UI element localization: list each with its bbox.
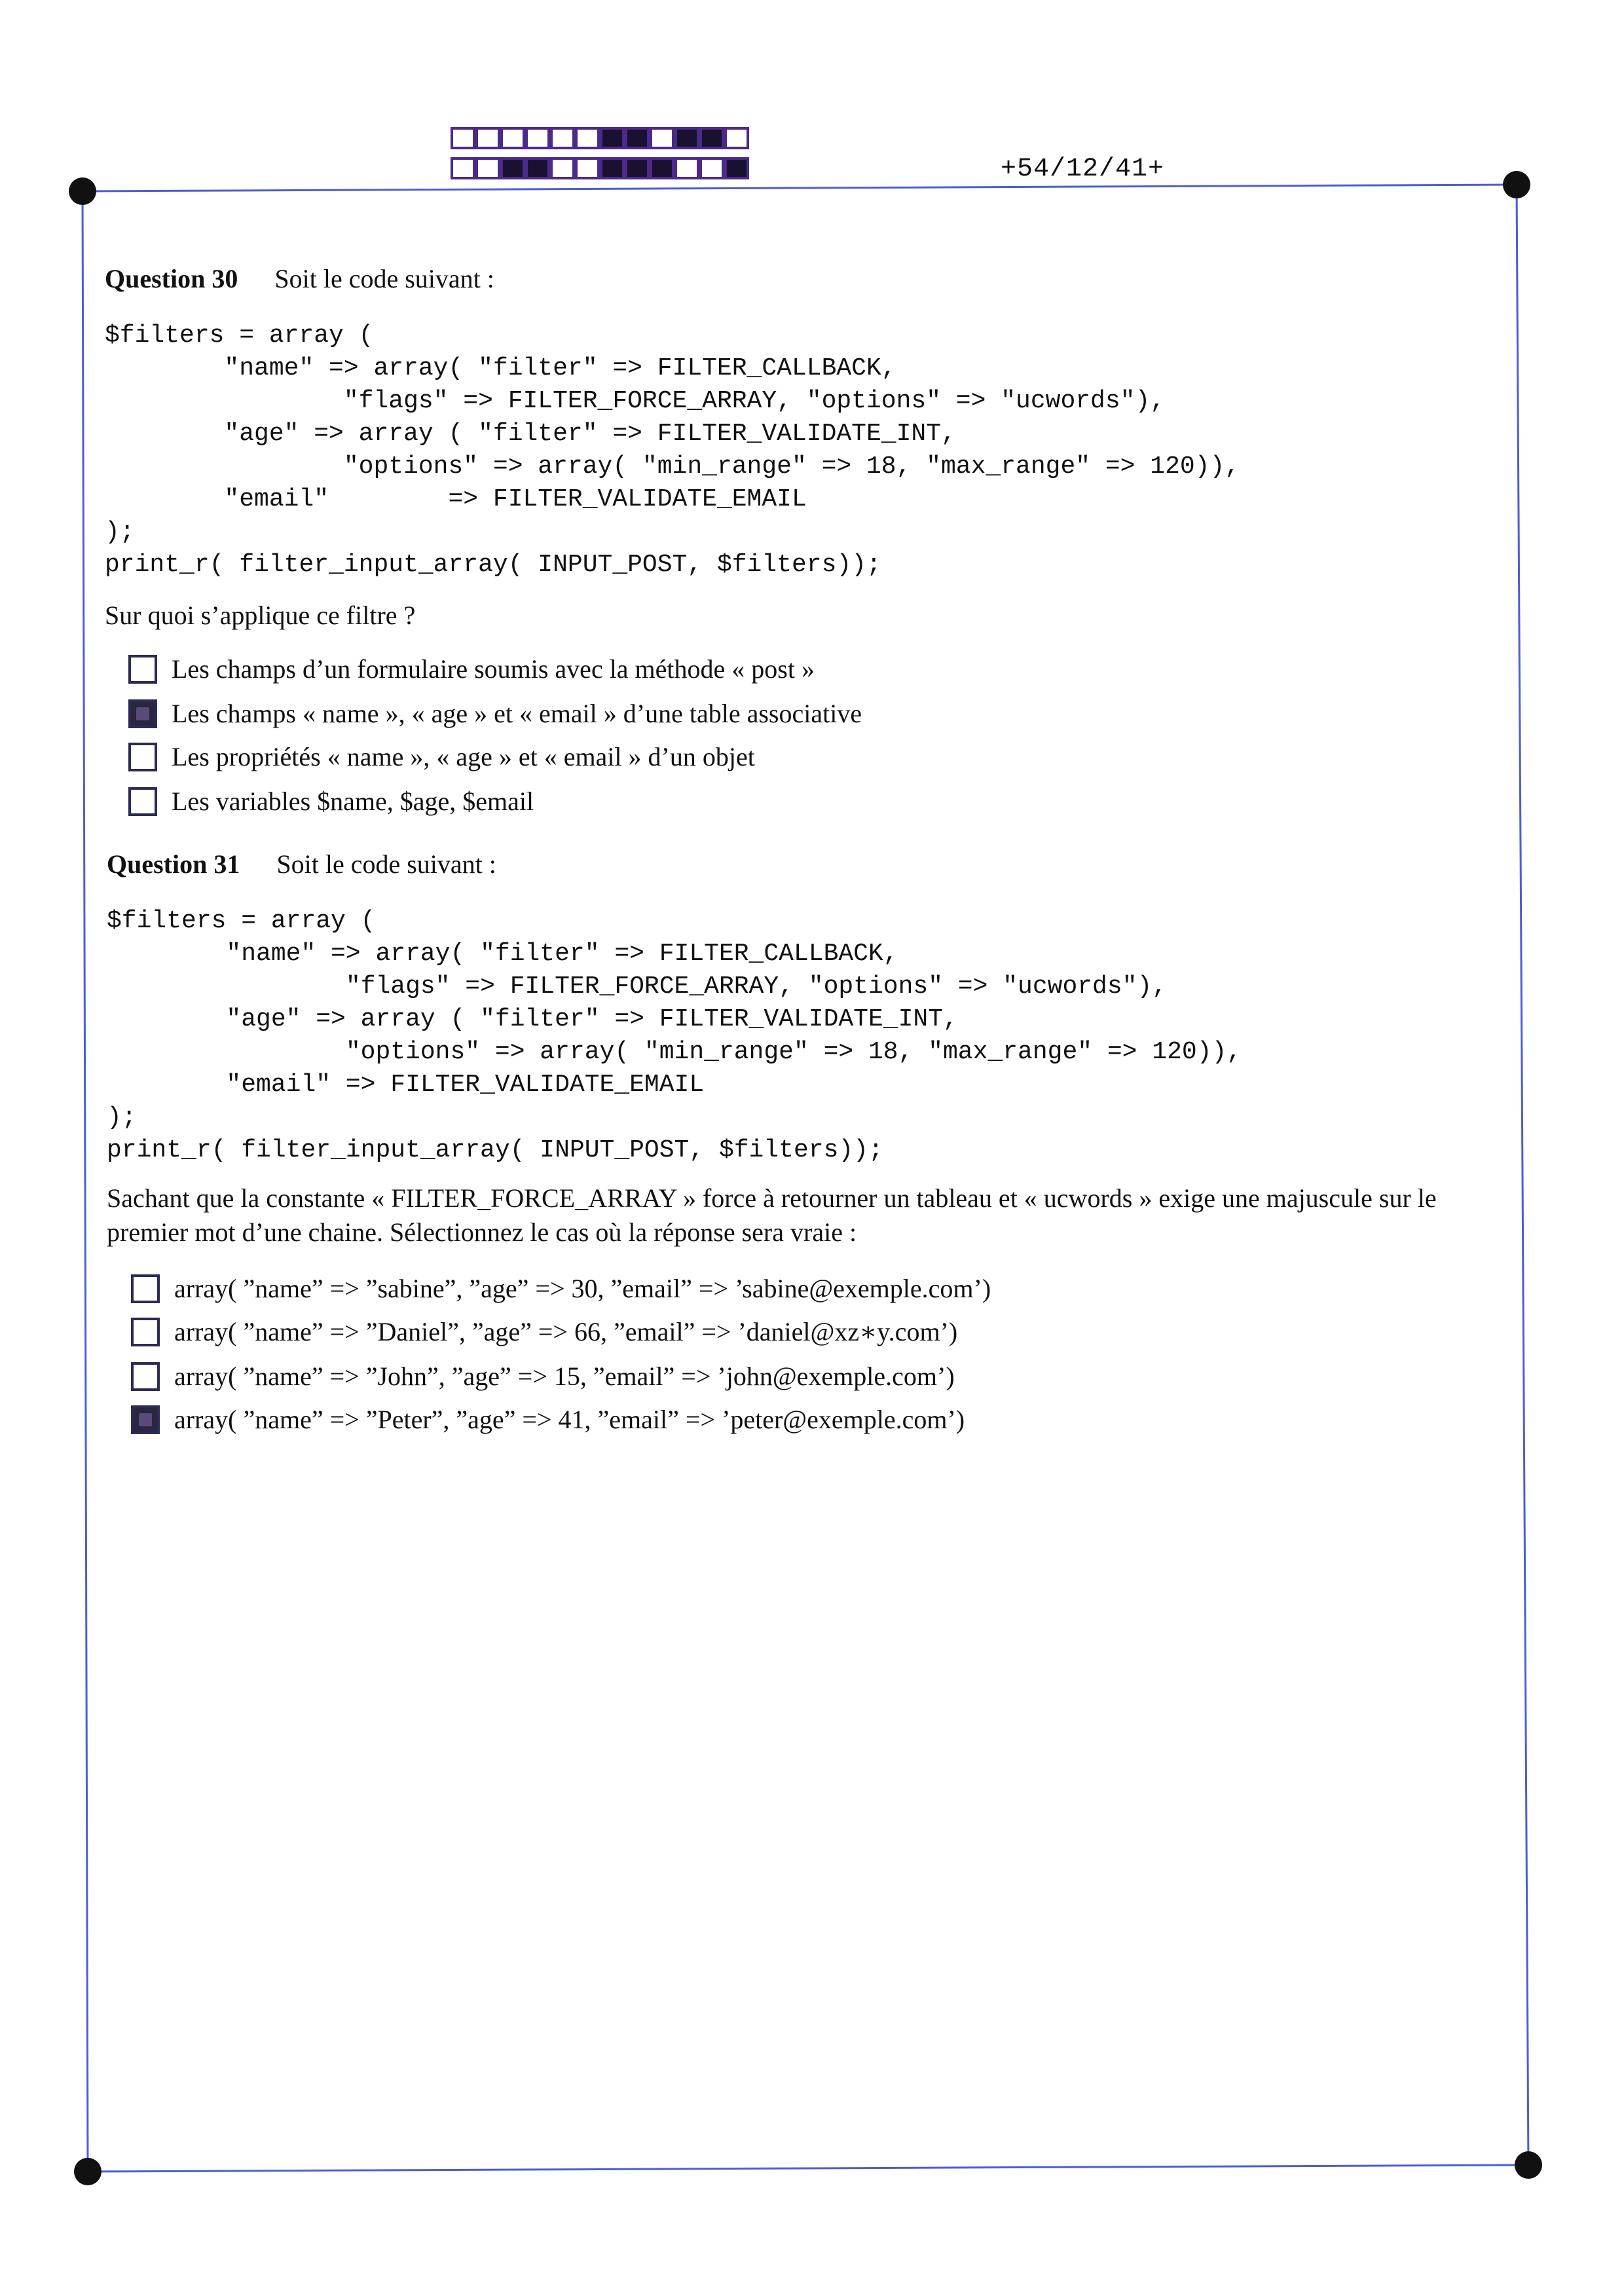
- code-box-empty: [550, 157, 575, 179]
- code-box-filled: [625, 127, 650, 149]
- question-30-code: $filters = array ( "name" => array( "filter" => FILTER_CALLBACK, "flags" => FILTER_FORCE_ARRAY, "options" => "ucwords"), "age" => array ( "filter" => FILTER_VALIDATE_INT, "options" => array( "min_range" => 18, "max_range" => 120)), "email" => FILTER_VALIDATE_EMAIL ); print_r( filter_input_array( INPUT_POST, $filters));: [105, 322, 1240, 579]
- code-box-empty: [525, 127, 550, 149]
- code-box-empty: [451, 127, 475, 149]
- question-31-code: $filters = array ( "name" => array( "filter" => FILTER_CALLBACK, "flags" => FILTER_FORCE_ARRAY, "options" => "ucwords"), "age" => array ( "filter" => FILTER_VALIDATE_INT, "options" => array( "min_range" => 18, "max_range" => 120)), "email" => FILTER_VALIDATE_EMAIL ); print_r( filter_input_array( INPUT_POST, $filters));: [107, 907, 1242, 1164]
- frame-left-line: [83, 191, 88, 2172]
- choice-label: Les champs d’un formulaire soumis avec la méthode « post »: [172, 654, 815, 684]
- code-box-empty: [475, 127, 500, 149]
- code-box-empty: [724, 127, 749, 149]
- frame-top-line: [83, 185, 1517, 191]
- code-box-filled: [699, 127, 724, 149]
- corner-mark-bottom-left: [74, 2158, 101, 2185]
- choice-label: Les variables $name, $age, $email: [172, 787, 534, 816]
- code-box-empty: [451, 157, 475, 179]
- answer-checkbox[interactable]: [131, 1362, 160, 1391]
- corner-mark-top-right: [1503, 171, 1530, 198]
- code-box-filled: [625, 157, 650, 179]
- answer-checkbox[interactable]: [131, 1405, 160, 1434]
- answer-checkbox[interactable]: [128, 699, 157, 728]
- code-box-filled: [674, 127, 699, 149]
- code-box-empty: [550, 127, 575, 149]
- question-31-choice-4[interactable]: [131, 1404, 965, 1435]
- question-30-choice-3[interactable]: [128, 741, 755, 772]
- code-box-empty: [575, 127, 600, 149]
- choice-label: array( ”name” => ”sabine”, ”age” => 30, ”email” => ’sabine@exemple.com’): [174, 1274, 991, 1303]
- id-code-row-1: [451, 127, 749, 149]
- code-box-empty: [650, 127, 674, 149]
- frame-bottom-line: [88, 2165, 1528, 2172]
- question-30-prompt: Sur quoi s’applique ce filtre ?: [105, 601, 416, 630]
- question-number: Question 30: [105, 264, 238, 293]
- question-31-choice-3[interactable]: [131, 1361, 955, 1392]
- question-number: Question 31: [107, 849, 240, 879]
- choice-label: Les propriétés « name », « age » et « email » d’un objet: [172, 742, 755, 771]
- code-box-empty: [500, 127, 525, 149]
- id-code-row-2: [451, 157, 749, 179]
- answer-checkbox[interactable]: [128, 655, 157, 684]
- choice-label: Les champs « name », « age » et « email » d’une table associative: [172, 699, 862, 728]
- question-31-header: [107, 849, 496, 880]
- code-box-empty: [674, 157, 699, 179]
- question-30-choice-4[interactable]: [128, 786, 534, 817]
- choice-label: array( ”name” => ”Peter”, ”age” => 41, ”email” => ’peter@exemple.com’): [174, 1405, 965, 1434]
- question-intro: Soit le code suivant :: [276, 849, 496, 879]
- corner-mark-bottom-right: [1515, 2151, 1542, 2179]
- code-box-filled: [500, 157, 525, 179]
- code-box-empty: [575, 157, 600, 179]
- question-31-prompt: Sachant que la constante « FILTER_FORCE_ARRAY » force à retourner un tableau et « ucwords » exige une majuscule sur le premier mot d’une chaine. Sélectionnez le cas où la réponse sera vraie :: [107, 1183, 1437, 1247]
- answer-checkbox[interactable]: [131, 1274, 160, 1303]
- code-box-empty: [699, 157, 724, 179]
- code-box-empty: [475, 157, 500, 179]
- code-box-filled: [724, 157, 749, 179]
- question-30-header: [105, 263, 494, 294]
- question-31-choice-2[interactable]: [131, 1316, 957, 1347]
- question-31-choice-1[interactable]: [131, 1273, 991, 1304]
- question-intro: Soit le code suivant :: [274, 264, 494, 293]
- answer-checkbox[interactable]: [128, 743, 157, 771]
- choice-label: array( ”name” => ”John”, ”age” => 15, ”email” => ’john@exemple.com’): [174, 1361, 955, 1391]
- page-id: +54/12/41+: [1001, 155, 1165, 184]
- question-30-choice-1[interactable]: [128, 654, 815, 684]
- answer-checkbox[interactable]: [128, 787, 157, 816]
- code-box-filled: [600, 127, 625, 149]
- choice-label: array( ”name” => ”Daniel”, ”age” => 66, ”email” => ’daniel@xz∗y.com’): [174, 1317, 958, 1346]
- answer-checkbox[interactable]: [131, 1318, 160, 1346]
- question-30-choice-2[interactable]: [128, 698, 862, 729]
- code-box-filled: [650, 157, 674, 179]
- code-box-filled: [600, 157, 625, 179]
- code-box-filled: [525, 157, 550, 179]
- frame-right-line: [1517, 185, 1528, 2165]
- corner-mark-top-left: [69, 177, 96, 205]
